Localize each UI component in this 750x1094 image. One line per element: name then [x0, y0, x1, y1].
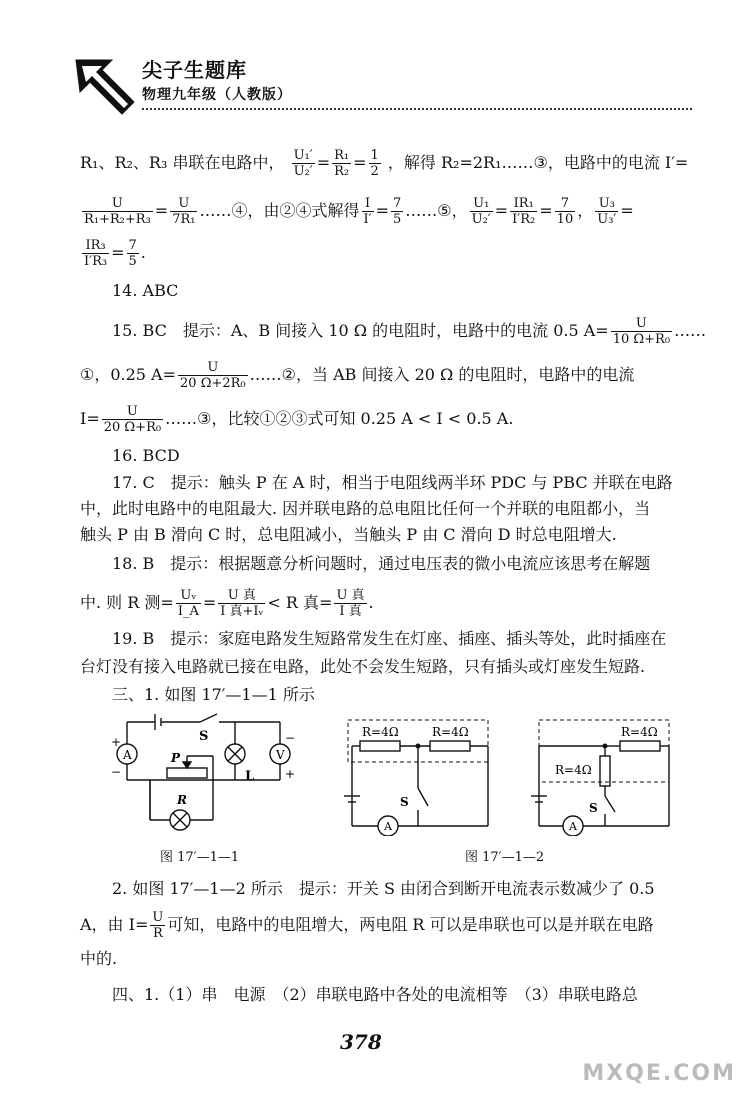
text-line-11: 触头 P 由 B 滑向 C 时，总电阻减小，当触头 P 由 C 滑向 D 时总电阻增大.	[80, 525, 617, 544]
plus-sign: +	[285, 767, 296, 781]
plus-sign: +	[111, 735, 122, 749]
slider-label: P	[171, 751, 181, 765]
text-line-9: 17. C 提示：触头 P 在 A 时，相当于电阻线两半环 PDC 与 PBC 并联在电路	[112, 473, 673, 492]
fraction: $\frac{1}{2}$	[370, 148, 379, 179]
text-span: ……	[674, 321, 707, 340]
text-line-3: $\frac{\text{IR₃}}{\text{I′R₃}}$ = $\frac{7}{5}$ .	[84, 238, 146, 269]
text-span: R₁、R₂、R₃ 串联在电路中，	[80, 153, 285, 172]
switch-label: S	[400, 795, 409, 809]
text-line-14: 19. B 提示：家庭电路发生短路常发生在灯座、插座、插头等处，此时插座在	[112, 629, 667, 648]
text-line-6	[80, 360, 634, 391]
header-divider	[142, 108, 692, 110]
text-span: ……②，当 AB 间接入 20 Ω 的电阻时，电路中的电流	[249, 365, 635, 384]
page-header	[72, 52, 692, 122]
text-line-13: 中. 则 R 测= $\frac{\text{Uᵥ}}{I\_A}$ = $\frac{\text{U 真}}{\text{I 真+Iᵥ}}$ < R 真= $\frac{\text{U 真}}{\text{I 真}}$ .	[80, 588, 374, 619]
text-span: ，解得 R₂=2R₁……③，电路中的电流 I′=	[387, 153, 689, 172]
fraction: $\frac{\text{U 真}}{\text{I 真}}$	[336, 588, 365, 619]
ammeter-label: A	[384, 820, 392, 833]
resistor-label: R=4Ω	[362, 725, 399, 739]
lamp-label: L	[245, 769, 255, 784]
figure-caption-2: 图 17′—1—2	[465, 850, 545, 865]
text-line-18	[80, 910, 654, 941]
text-line-4: 14. ABC	[112, 281, 179, 300]
resistor-label: R=4Ω	[555, 763, 592, 777]
resistor-label: R=4Ω	[621, 725, 658, 739]
fraction: $\frac{U}{\text{7R₁}}$	[172, 196, 196, 227]
page-number: 378	[340, 1030, 382, 1054]
minus-sign: −	[111, 765, 122, 779]
ammeter-label: A	[569, 820, 577, 833]
text-span: 15. BC 提示：A、B 间接入 10 Ω 的电阻时，电路中的电流 0.5 A=	[112, 321, 609, 340]
text-span: ①，0.25 A=	[80, 365, 177, 384]
fraction: $\frac{7}{10}$	[556, 196, 574, 227]
text-span: 中. 则 R 测=	[80, 593, 174, 612]
fraction: $\frac{\text{U₁}}{\text{U₂′}}$	[471, 196, 491, 227]
watermark: MXQE.COM	[582, 1061, 736, 1086]
switch-label: S	[589, 801, 598, 815]
circuit-figure-2b	[525, 716, 675, 836]
fraction: $\frac{7}{5}$	[393, 196, 402, 227]
text-span: ……③，比较①②③式可知 0.25 A < I < 0.5 A.	[165, 409, 514, 428]
text-line-1: R₁、R₂、R₃ 串联在电路中， $\frac{\text{U₁′}}{\text{U₂′}}$ = $\frac{\text{R₁}}{\text{R₂}}$ = $\frac{1}{2}$ ，解得 R₂=2R₁……③，电路中的电流 I′=	[80, 148, 689, 179]
fraction: $\frac{\text{U₃}}{\text{U₃′}}$	[597, 196, 617, 227]
switch-label: S	[199, 729, 209, 744]
fraction: $\frac{U}{\text{10 Ω+R₀}}$	[612, 316, 671, 347]
text-span: ……④，由②④式解得	[199, 201, 360, 220]
text-span: I=	[80, 409, 100, 428]
text-line-2: $\frac{U}{\text{R₁+R₂+R₃}}$ = $\frac{U}{\text{7R₁}}$ ……④，由②④式解得 $\frac{I}{I'}$ = $\frac{7}{5}$ ……⑤， $\frac{\text{U₁}}{\text{U₂′}}$ = $\frac{\text{IR₁}}{\text{I′R₂}}$ = $\frac{7}{10}$ ， $\frac{\text{U₃}}{\text{U₃′}}$ =	[84, 196, 634, 227]
fraction: $\frac{\text{U 真}}{\text{I 真+Iᵥ}}$	[220, 588, 264, 619]
text-line-12: 18. B 提示：根据题意分析问题时，通过电压表的微小电流应该思考在解题	[112, 554, 651, 573]
text-line-8: 16. BCD	[112, 446, 180, 465]
fraction: $\frac{\text{U₁′}}{\text{U₂′}}$	[293, 148, 313, 179]
ammeter-label: A	[123, 748, 132, 762]
text-line-10: 中，此时电路中的电阻最大. 因并联电路的总电阻比任何一个并联的电阻都小，当	[80, 499, 651, 518]
fraction: $\frac{7}{5}$	[128, 238, 137, 269]
text-line-5	[112, 316, 706, 347]
minus-sign: −	[285, 731, 296, 745]
book-title: 尖子生题库	[142, 58, 247, 82]
fraction: $\frac{U}{R}$	[152, 910, 164, 941]
resistor-label: R	[177, 793, 187, 807]
fraction: $\frac{I}{I'}$	[363, 196, 372, 227]
circuit-figure-2a	[330, 716, 500, 836]
text-span: < R 真=	[267, 593, 333, 612]
voltmeter-label: V	[276, 748, 285, 762]
text-line-17: 2. 如图 17′—1—2 所示 提示：开关 S 由闭合到断开电流表示数减少了 0.5	[112, 879, 655, 898]
fraction: $\frac{\text{IR₁}}{\text{I′R₂}}$	[512, 196, 536, 227]
text-span: ……⑤，	[405, 201, 468, 220]
fraction: $\frac{U}{\text{20 Ω+2R₀}}$	[180, 360, 246, 391]
text-line-15: 台灯没有接入电路就已接在电路，此处不会发生短路，只有插头或灯座发生短路.	[80, 657, 646, 676]
text-line-7	[80, 404, 513, 435]
fraction: $\frac{U}{\text{20 Ω+R₀}}$	[103, 404, 162, 435]
circuit-figure-1	[105, 710, 305, 835]
fraction: $\frac{U}{\text{R₁+R₂+R₃}}$	[84, 196, 151, 227]
text-line-20: 四、1.（1）串 电源 （2）串联电路中各处的电流相等 （3）串联电路总	[112, 985, 638, 1004]
fraction: $\frac{\text{R₁}}{\text{R₂}}$	[334, 148, 350, 179]
text-span: A，由 I=	[80, 915, 149, 934]
figure-caption-1: 图 17′—1—1	[160, 850, 240, 865]
fraction: $\frac{\text{Uᵥ}}{I\_A}$	[177, 588, 199, 619]
arrow-logo-icon	[72, 52, 142, 122]
fraction: $\frac{\text{IR₃}}{\text{I′R₃}}$	[84, 238, 108, 269]
resistor-label: R=4Ω	[432, 725, 469, 739]
text-line-19: 中的.	[80, 949, 118, 968]
text-line-16: 三、1. 如图 17′—1—1 所示	[112, 685, 315, 704]
book-subtitle: 物理九年级（人教版）	[142, 87, 292, 103]
text-span: 可知，电路中的电阻增大，两电阻 R 可以是串联也可以是并联在电路	[167, 915, 654, 934]
